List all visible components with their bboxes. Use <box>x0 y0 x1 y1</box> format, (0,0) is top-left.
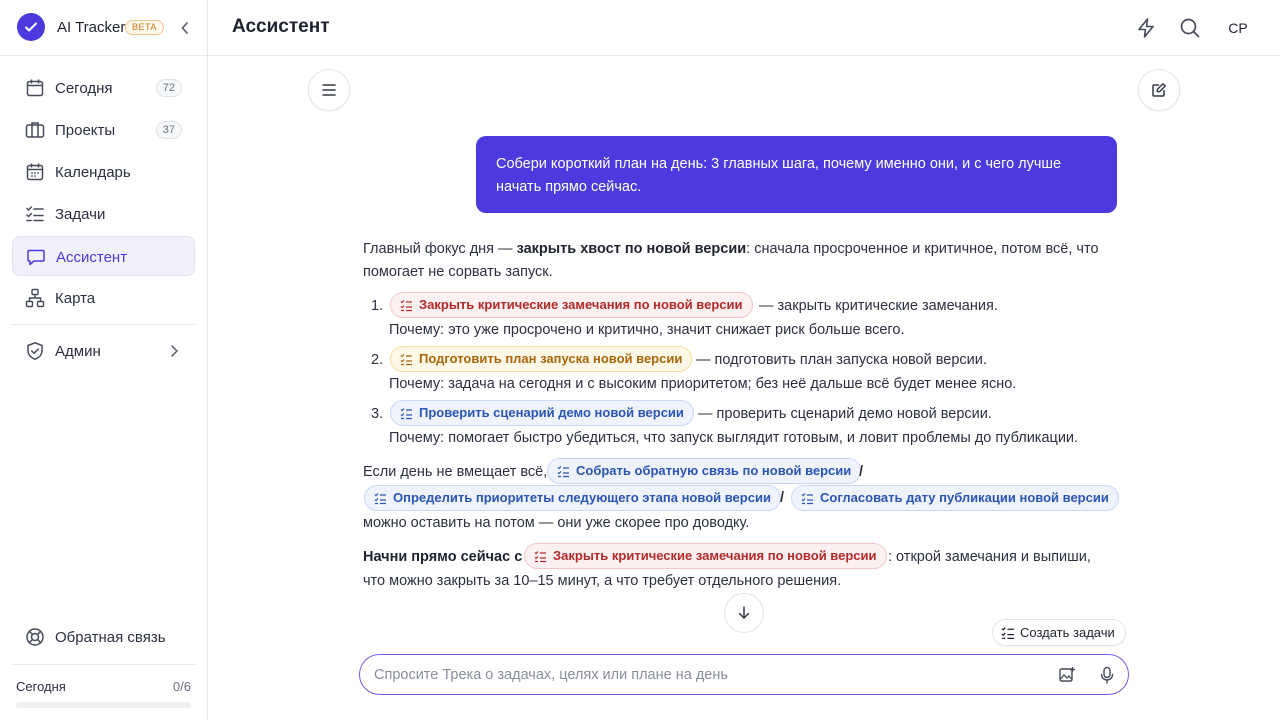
feedback-link[interactable] <box>12 617 195 657</box>
edit-icon <box>1151 82 1167 98</box>
arrow-down-icon <box>738 606 750 620</box>
attach-image-button[interactable] <box>1057 665 1077 685</box>
intro-bold-text: закрыть хвост по новой версии <box>516 241 747 257</box>
count-badge: 72 <box>156 79 182 97</box>
sitemap-icon <box>25 288 45 308</box>
task-chip[interactable] <box>547 458 864 484</box>
chevron-right-icon <box>168 344 180 358</box>
task-chip[interactable] <box>364 485 781 511</box>
image-add-icon <box>1058 666 1076 684</box>
sidebar-item-today[interactable] <box>12 68 195 108</box>
step-reason: Почему: помогает быстро убедиться, что запуск выглядит готовым, и ловит проблемы до публикации. <box>389 430 1079 446</box>
app-name: AI Tracker <box>57 19 126 36</box>
task-chip-label: Собрать обратную связь по новой версии <box>576 463 852 478</box>
user-avatar[interactable]: СР <box>1228 20 1248 36</box>
sidebar-item-assistant[interactable] <box>12 236 195 276</box>
task-icon <box>400 299 413 312</box>
checklist-icon <box>1001 626 1015 640</box>
task-icon <box>400 407 413 420</box>
task-chip-label: Закрыть критические замечания по новой версии <box>419 297 743 312</box>
task-chip[interactable] <box>390 292 753 318</box>
step-text: — закрыть критические замечания. <box>759 298 998 314</box>
intro-text: Главный фокус дня — <box>363 241 517 257</box>
quick-actions-button[interactable] <box>1132 14 1160 42</box>
intro-text: : сначала просроченное и критичное, потом всё, что помогает не сорвать запуск. <box>363 241 1099 280</box>
beta-badge: BETA <box>125 20 164 35</box>
step-reason: Почему: это уже просрочено и критично, значит снижает риск больше всего. <box>389 322 905 338</box>
sidebar-item-admin[interactable] <box>12 331 195 371</box>
today-progress-count: 0/6 <box>172 679 191 694</box>
today-progress-bar <box>16 702 191 708</box>
sidebar-item-calendar[interactable] <box>12 152 195 192</box>
chevron-left-icon <box>181 22 189 34</box>
task-chip-label: Закрыть критические замечания по новой версии <box>553 548 877 563</box>
search-button[interactable] <box>1176 14 1204 42</box>
create-tasks-label: Создать задачи <box>1020 625 1115 640</box>
create-tasks-button[interactable] <box>992 619 1126 646</box>
menu-icon <box>321 83 337 97</box>
task-chip-label: Определить приоритеты следующего этапа новой версии <box>393 490 771 505</box>
sidebar-item-label: Ассистент <box>56 249 128 266</box>
user-message: Собери короткий план на день: 3 главных шага, почему именно они, и с чего лучше начать прямо сейчас. <box>476 136 1117 213</box>
task-chip-label: Подготовить план запуска новой версии <box>419 351 683 366</box>
later-text: Если день не вмещает всё, <box>363 464 548 480</box>
step-number: 1. <box>371 298 384 314</box>
calendar-icon <box>25 78 45 98</box>
scroll-down-button[interactable] <box>724 593 764 633</box>
task-chip[interactable] <box>524 543 887 569</box>
calendar-grid-icon <box>25 162 45 182</box>
count-badge: 37 <box>156 121 182 139</box>
sidebar-divider <box>12 324 195 325</box>
top-header <box>208 0 1280 56</box>
task-icon <box>374 492 387 505</box>
later-text: можно оставить на потом — они уже скорее про доводку. <box>363 515 750 531</box>
task-icon <box>557 465 570 478</box>
start-now-text: что можно закрыть за 10–15 минут, а что требует отдельного решения. <box>363 573 842 589</box>
step-reason: Почему: задача на сегодня и с высоким приоритетом; без неё дальше всё будет менее ясно. <box>389 376 1017 392</box>
task-chip-label: Проверить сценарий демо новой версии <box>419 405 684 420</box>
lightning-icon <box>1135 17 1157 39</box>
briefcase-icon <box>25 120 45 140</box>
chat-history-button[interactable] <box>308 69 350 111</box>
task-chip[interactable] <box>390 346 692 372</box>
answer-intro <box>363 238 1103 284</box>
task-icon <box>801 492 814 505</box>
step-text: — проверить сценарий демо новой версии. <box>698 406 992 422</box>
app-logo-icon <box>17 13 45 41</box>
sidebar-divider <box>12 664 195 665</box>
sidebar-item-map[interactable] <box>12 278 195 318</box>
chat-icon <box>26 247 46 267</box>
task-chip[interactable] <box>390 400 694 426</box>
separator: / <box>859 464 864 480</box>
sidebar-item-label: Задачи <box>55 206 106 223</box>
sidebar-item-projects[interactable] <box>12 110 195 150</box>
start-now-text: : открой замечания и выпиши, <box>888 549 1091 565</box>
new-chat-button[interactable] <box>1138 69 1180 111</box>
task-icon <box>534 550 547 563</box>
step-number: 2. <box>371 352 384 368</box>
checklist-icon <box>25 204 45 224</box>
sidebar-item-label: Проекты <box>55 122 116 139</box>
step-number: 3. <box>371 406 384 422</box>
step-text: — подготовить план запуска новой версии. <box>696 352 987 368</box>
today-progress-label: Сегодня <box>16 679 66 694</box>
sidebar-item-label: Карта <box>55 290 96 307</box>
sidebar <box>0 0 208 720</box>
separator: / <box>780 490 785 506</box>
brand-bar <box>0 0 208 56</box>
shield-icon <box>25 341 45 361</box>
task-icon <box>400 353 413 366</box>
message-composer <box>359 654 1129 695</box>
start-now-bold: Начни прямо сейчас с <box>363 549 523 565</box>
lifebuoy-icon <box>25 627 45 652</box>
sidebar-item-label: Сегодня <box>55 80 113 97</box>
message-input[interactable] <box>374 664 1034 686</box>
task-chip[interactable] <box>791 485 1119 511</box>
voice-input-button[interactable] <box>1097 665 1117 685</box>
search-icon <box>1179 17 1201 39</box>
sidebar-item-label: Календарь <box>55 164 131 181</box>
microphone-icon <box>1099 666 1115 684</box>
page-title: Ассистент <box>232 16 330 37</box>
sidebar-item-tasks[interactable] <box>12 194 195 234</box>
sidebar-item-label: Админ <box>55 343 101 360</box>
feedback-label: Обратная связь <box>55 629 166 646</box>
collapse-sidebar-button[interactable] <box>176 18 194 38</box>
task-chip-label: Согласовать дату публикации новой версии <box>820 490 1109 505</box>
